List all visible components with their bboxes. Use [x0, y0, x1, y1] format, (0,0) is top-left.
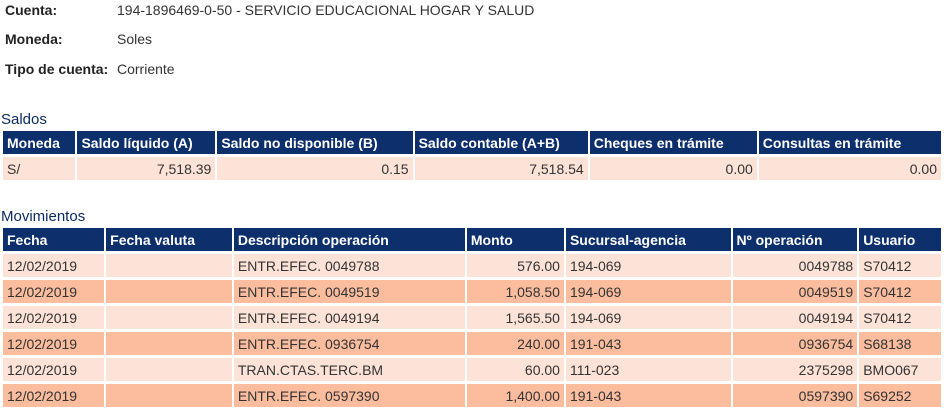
mov-numero-cell: 0049788: [733, 254, 858, 280]
movimientos-table: [1, 228, 943, 410]
mov-usuario-cell: S70412: [859, 254, 941, 280]
mov-fecha-valuta-cell: [106, 280, 232, 306]
movimientos-header-row: [3, 228, 941, 254]
saldos-table: [1, 131, 943, 183]
saldos-moneda-cell: S/: [3, 157, 75, 183]
mov-descripcion-cell: ENTR.EFEC. 0049519: [234, 280, 465, 306]
mov-header-monto[interactable]: Monto: [467, 228, 564, 254]
tipo-cuenta-value: Corriente: [117, 61, 175, 77]
mov-monto-cell: 240.00: [467, 332, 564, 358]
saldos-contable-cell: 7,518.54: [415, 157, 588, 183]
mov-monto-cell: 60.00: [467, 358, 564, 384]
movimientos-title: Movimientos: [1, 208, 86, 225]
mov-sucursal-cell: 194-069: [566, 254, 731, 280]
saldos-cheques-cell: 0.00: [590, 157, 757, 183]
mov-descripcion-cell: ENTR.EFEC. 0597390: [234, 384, 465, 410]
mov-fecha-valuta-cell: [106, 306, 232, 332]
saldos-title: Saldos: [1, 111, 47, 128]
mov-sucursal-cell: 191-043: [566, 384, 731, 410]
saldos-header-consultas: Consultas en trámite: [759, 131, 941, 157]
saldos-liquido-cell: 7,518.39: [77, 157, 215, 183]
mov-fecha-valuta-cell: [106, 254, 232, 280]
table-row[interactable]: [3, 280, 941, 306]
mov-header-usuario[interactable]: Usuario: [859, 228, 941, 254]
moneda-label: Moneda:: [5, 31, 63, 47]
mov-descripcion-cell: TRAN.CTAS.TERC.BM: [234, 358, 465, 384]
saldos-consultas-cell: 0.00: [759, 157, 941, 183]
mov-usuario-cell: BMO067: [859, 358, 941, 384]
table-row[interactable]: [3, 332, 941, 358]
mov-fecha-cell: 12/02/2019: [3, 280, 104, 306]
mov-header-fecha-valuta[interactable]: Fecha valuta: [106, 228, 232, 254]
mov-numero-cell: 0049519: [733, 280, 858, 306]
mov-fecha-cell: 12/02/2019: [3, 358, 104, 384]
saldos-header-cheques: Cheques en trámite: [590, 131, 757, 157]
mov-header-numero-operacion[interactable]: Nº operación: [733, 228, 858, 254]
mov-usuario-cell: S70412: [859, 306, 941, 332]
mov-fecha-cell: 12/02/2019: [3, 254, 104, 280]
table-row[interactable]: [3, 306, 941, 332]
mov-usuario-cell: S70412: [859, 280, 941, 306]
mov-numero-cell: 0049194: [733, 306, 858, 332]
mov-sucursal-cell: 194-069: [566, 280, 731, 306]
mov-sucursal-cell: 191-043: [566, 332, 731, 358]
mov-header-fecha[interactable]: Fecha: [3, 228, 104, 254]
mov-fecha-valuta-cell: [106, 332, 232, 358]
mov-header-descripcion[interactable]: Descripción operación: [234, 228, 465, 254]
cuenta-value: 194-1896469-0-50 - SERVICIO EDUCACIONAL HOGAR Y SALUD: [117, 2, 535, 18]
moneda-value: Soles: [117, 31, 153, 47]
mov-descripcion-cell: ENTR.EFEC. 0936754: [234, 332, 465, 358]
mov-sucursal-cell: 194-069: [566, 306, 731, 332]
saldos-header-saldo-liquido: Saldo líquido (A): [77, 131, 215, 157]
mov-header-sucursal[interactable]: Sucursal-agencia: [566, 228, 731, 254]
saldos-header-moneda: Moneda: [3, 131, 75, 157]
tipo-cuenta-label: Tipo de cuenta:: [5, 61, 109, 77]
saldos-row: [3, 157, 941, 183]
mov-usuario-cell: S69252: [859, 384, 941, 410]
saldos-header-saldo-contable: Saldo contable (A+B): [415, 131, 588, 157]
mov-descripcion-cell: ENTR.EFEC. 0049194: [234, 306, 465, 332]
mov-usuario-cell: S68138: [859, 332, 941, 358]
mov-monto-cell: 576.00: [467, 254, 564, 280]
mov-monto-cell: 1,058.50: [467, 280, 564, 306]
mov-monto-cell: 1,400.00: [467, 384, 564, 410]
saldos-header-saldo-no-disponible: Saldo no disponible (B): [217, 131, 412, 157]
mov-numero-cell: 0936754: [733, 332, 858, 358]
mov-fecha-valuta-cell: [106, 384, 232, 410]
table-row[interactable]: [3, 254, 941, 280]
mov-fecha-cell: 12/02/2019: [3, 332, 104, 358]
mov-numero-cell: 2375298: [733, 358, 858, 384]
mov-sucursal-cell: 111-023: [566, 358, 731, 384]
mov-fecha-cell: 12/02/2019: [3, 384, 104, 410]
cuenta-label: Cuenta:: [5, 2, 58, 18]
mov-numero-cell: 0597390: [733, 384, 858, 410]
table-row[interactable]: [3, 358, 941, 384]
saldos-header-row: [3, 131, 941, 157]
table-row[interactable]: [3, 384, 941, 410]
saldos-no-disponible-cell: 0.15: [217, 157, 412, 183]
mov-fecha-valuta-cell: [106, 358, 232, 384]
mov-monto-cell: 1,565.50: [467, 306, 564, 332]
mov-descripcion-cell: ENTR.EFEC. 0049788: [234, 254, 465, 280]
mov-fecha-cell: 12/02/2019: [3, 306, 104, 332]
